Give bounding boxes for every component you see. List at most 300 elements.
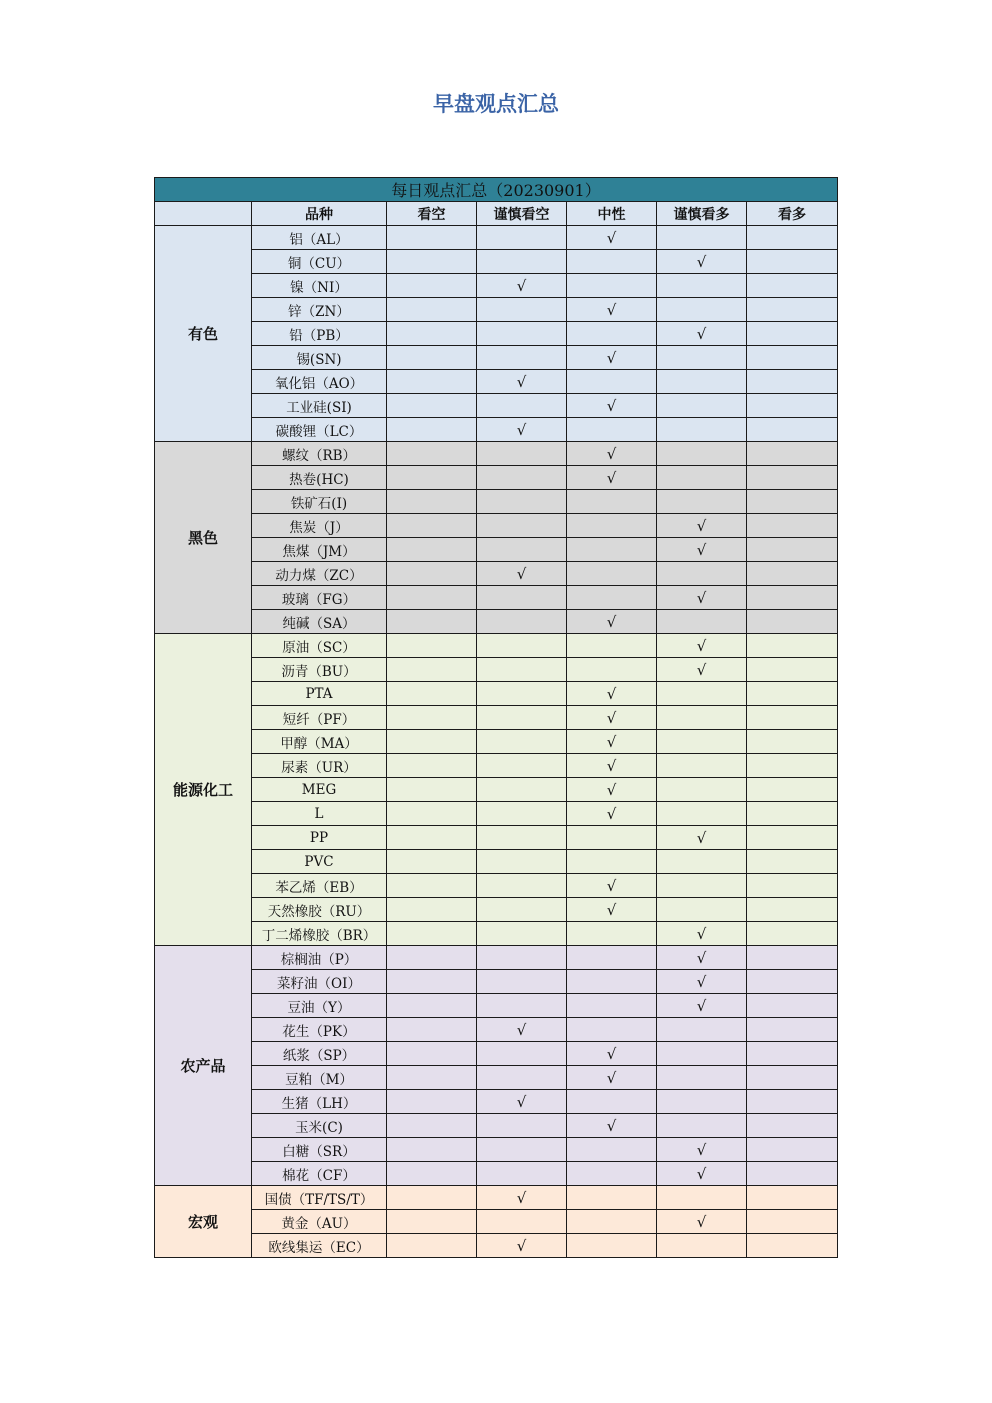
table-row xyxy=(155,922,838,946)
table-row xyxy=(155,1018,838,1042)
check-mark-icon: √ xyxy=(606,1116,617,1135)
check-mark-icon: √ xyxy=(696,660,707,679)
view-cell xyxy=(567,706,657,730)
view-cell xyxy=(387,490,477,514)
table-row xyxy=(155,298,838,322)
view-cell xyxy=(567,1090,657,1114)
view-cell xyxy=(567,682,657,706)
view-cell xyxy=(387,634,477,658)
view-cell xyxy=(477,850,567,874)
view-cell xyxy=(657,1090,747,1114)
view-cell xyxy=(387,274,477,298)
variety-name-cell: 甲醇（MA） xyxy=(252,730,387,754)
header-bullish: 看多 xyxy=(747,202,838,226)
table-row xyxy=(155,226,838,250)
view-cell xyxy=(477,610,567,634)
view-cell xyxy=(747,778,838,802)
view-cell xyxy=(477,370,567,394)
variety-name-cell: 原油（SC） xyxy=(252,634,387,658)
table-row xyxy=(155,1186,838,1210)
view-cell xyxy=(567,778,657,802)
view-cell xyxy=(567,418,657,442)
variety-name-cell: 焦煤（JM） xyxy=(252,538,387,562)
view-cell xyxy=(747,442,838,466)
view-cell xyxy=(747,1114,838,1138)
view-cell xyxy=(657,1234,747,1258)
check-mark-icon: √ xyxy=(696,1212,707,1231)
table-row xyxy=(155,466,838,490)
variety-name-cell: 玉米(C) xyxy=(252,1114,387,1138)
view-cell xyxy=(477,1114,567,1138)
check-mark-icon: √ xyxy=(696,1140,707,1159)
table-row xyxy=(155,682,838,706)
view-cell xyxy=(477,1066,567,1090)
view-cell xyxy=(657,370,747,394)
view-cell xyxy=(477,658,567,682)
check-mark-icon: √ xyxy=(606,1044,617,1063)
view-cell xyxy=(567,346,657,370)
view-cell xyxy=(567,490,657,514)
view-cell xyxy=(657,946,747,970)
view-cell xyxy=(387,298,477,322)
check-mark-icon: √ xyxy=(516,372,527,391)
view-cell xyxy=(657,274,747,298)
view-cell xyxy=(567,1234,657,1258)
view-cell xyxy=(387,754,477,778)
view-cell xyxy=(657,466,747,490)
view-cell xyxy=(477,970,567,994)
view-cell xyxy=(477,874,567,898)
view-cell xyxy=(747,1162,838,1186)
view-cell xyxy=(567,226,657,250)
view-cell xyxy=(387,610,477,634)
view-cell xyxy=(387,730,477,754)
variety-name-cell: 欧线集运（EC） xyxy=(252,1234,387,1258)
view-cell xyxy=(747,586,838,610)
view-cell xyxy=(567,610,657,634)
category-cell: 有色 xyxy=(155,226,252,442)
view-cell xyxy=(477,346,567,370)
table-row xyxy=(155,1066,838,1090)
view-cell xyxy=(567,442,657,466)
header-bearish: 看空 xyxy=(387,202,477,226)
view-cell xyxy=(477,634,567,658)
view-cell xyxy=(477,898,567,922)
check-mark-icon: √ xyxy=(606,396,617,415)
view-cell xyxy=(387,826,477,850)
view-cell xyxy=(477,490,567,514)
header-variety: 品种 xyxy=(252,202,387,226)
view-cell xyxy=(747,730,838,754)
view-cell xyxy=(747,946,838,970)
view-cell xyxy=(387,1114,477,1138)
view-cell xyxy=(477,994,567,1018)
table-row xyxy=(155,1210,838,1234)
table-row xyxy=(155,898,838,922)
variety-name-cell: 纯碱（SA） xyxy=(252,610,387,634)
view-cell xyxy=(657,346,747,370)
view-cell xyxy=(657,298,747,322)
check-mark-icon: √ xyxy=(606,348,617,367)
view-cell xyxy=(387,874,477,898)
variety-name-cell: 豆油（Y） xyxy=(252,994,387,1018)
view-cell xyxy=(477,586,567,610)
variety-name-cell: 工业硅(SI) xyxy=(252,394,387,418)
view-cell xyxy=(747,634,838,658)
view-cell xyxy=(477,1042,567,1066)
view-cell xyxy=(657,850,747,874)
header-cautious-bearish: 谨慎看空 xyxy=(477,202,567,226)
view-cell xyxy=(747,898,838,922)
view-cell xyxy=(747,418,838,442)
table-row xyxy=(155,274,838,298)
view-cell xyxy=(477,778,567,802)
view-cell xyxy=(747,706,838,730)
view-cell xyxy=(747,1090,838,1114)
view-cell xyxy=(567,730,657,754)
variety-name-cell: 焦炭（J） xyxy=(252,514,387,538)
view-cell xyxy=(387,418,477,442)
page-title: 早盘观点汇总 xyxy=(433,92,559,116)
table-row xyxy=(155,1114,838,1138)
view-cell xyxy=(477,514,567,538)
variety-name-cell: 玻璃（FG） xyxy=(252,586,387,610)
view-cell xyxy=(747,490,838,514)
check-mark-icon: √ xyxy=(606,444,617,463)
view-cell xyxy=(657,586,747,610)
view-cell xyxy=(477,226,567,250)
table-row xyxy=(155,490,838,514)
check-mark-icon: √ xyxy=(516,564,527,583)
view-cell xyxy=(567,394,657,418)
table-row xyxy=(155,850,838,874)
view-cell xyxy=(657,1042,747,1066)
view-cell xyxy=(657,1138,747,1162)
view-cell xyxy=(567,466,657,490)
view-cell xyxy=(657,754,747,778)
check-mark-icon: √ xyxy=(606,876,617,895)
view-cell xyxy=(747,226,838,250)
view-cell xyxy=(387,970,477,994)
variety-name-cell: 棉花（CF） xyxy=(252,1162,387,1186)
view-cell xyxy=(747,538,838,562)
table-row xyxy=(155,826,838,850)
table-row xyxy=(155,610,838,634)
view-cell xyxy=(657,1114,747,1138)
check-mark-icon: √ xyxy=(696,540,707,559)
check-mark-icon: √ xyxy=(606,228,617,247)
view-cell xyxy=(747,514,838,538)
table-row xyxy=(155,538,838,562)
view-cell xyxy=(387,682,477,706)
check-mark-icon: √ xyxy=(516,1020,527,1039)
view-cell xyxy=(747,994,838,1018)
view-cell xyxy=(477,802,567,826)
table-row xyxy=(155,514,838,538)
view-cell xyxy=(657,730,747,754)
view-cell xyxy=(567,802,657,826)
view-cell xyxy=(567,754,657,778)
view-cell xyxy=(477,1162,567,1186)
table-row xyxy=(155,874,838,898)
variety-name-cell: 天然橡胶（RU） xyxy=(252,898,387,922)
view-cell xyxy=(387,250,477,274)
variety-name-cell: 铝（AL） xyxy=(252,226,387,250)
view-cell xyxy=(747,1042,838,1066)
table-row xyxy=(155,1090,838,1114)
check-mark-icon: √ xyxy=(606,756,617,775)
view-cell xyxy=(747,874,838,898)
view-cell xyxy=(657,922,747,946)
view-cell xyxy=(387,346,477,370)
variety-name-cell: 沥青（BU） xyxy=(252,658,387,682)
check-mark-icon: √ xyxy=(696,924,707,943)
view-cell xyxy=(387,1186,477,1210)
view-cell xyxy=(657,1210,747,1234)
view-cell xyxy=(567,1162,657,1186)
variety-name-cell: 黄金（AU） xyxy=(252,1210,387,1234)
view-cell xyxy=(387,994,477,1018)
view-cell xyxy=(387,922,477,946)
view-cell xyxy=(657,778,747,802)
check-mark-icon: √ xyxy=(606,708,617,727)
variety-name-cell: 锌（ZN） xyxy=(252,298,387,322)
table-row xyxy=(155,394,838,418)
view-cell xyxy=(477,466,567,490)
view-cell xyxy=(477,442,567,466)
view-cell xyxy=(477,1186,567,1210)
variety-name-cell: 碳酸锂（LC） xyxy=(252,418,387,442)
view-cell xyxy=(387,658,477,682)
view-cell xyxy=(657,322,747,346)
view-cell xyxy=(387,562,477,586)
view-cell xyxy=(747,298,838,322)
table-title: 每日观点汇总（20230901） xyxy=(155,178,838,202)
variety-name-cell: 国债（TF/TS/T） xyxy=(252,1186,387,1210)
view-cell xyxy=(567,1210,657,1234)
view-cell xyxy=(387,442,477,466)
view-cell xyxy=(387,1210,477,1234)
view-cell xyxy=(747,850,838,874)
view-cell xyxy=(387,586,477,610)
check-mark-icon: √ xyxy=(516,1092,527,1111)
view-cell xyxy=(657,1018,747,1042)
view-cell xyxy=(747,922,838,946)
variety-name-cell: 棕榈油（P） xyxy=(252,946,387,970)
view-cell xyxy=(747,274,838,298)
table-row xyxy=(155,1234,838,1258)
view-cell xyxy=(747,322,838,346)
view-cell xyxy=(477,922,567,946)
table-body xyxy=(155,226,838,1258)
header-category-blank xyxy=(155,202,252,226)
table-row xyxy=(155,1042,838,1066)
view-cell xyxy=(567,1018,657,1042)
view-cell xyxy=(567,1138,657,1162)
view-cell xyxy=(477,1234,567,1258)
view-cell xyxy=(387,1042,477,1066)
variety-name-cell: 铁矿石(I) xyxy=(252,490,387,514)
view-cell xyxy=(657,418,747,442)
view-cell xyxy=(657,1066,747,1090)
view-cell xyxy=(747,1138,838,1162)
view-cell xyxy=(387,1090,477,1114)
table-row xyxy=(155,634,838,658)
variety-name-cell: 氧化铝（AO） xyxy=(252,370,387,394)
check-mark-icon: √ xyxy=(606,780,617,799)
check-mark-icon: √ xyxy=(696,828,707,847)
view-cell xyxy=(477,946,567,970)
view-cell xyxy=(657,610,747,634)
category-cell: 黑色 xyxy=(155,442,252,634)
view-cell xyxy=(657,514,747,538)
table-row xyxy=(155,658,838,682)
variety-name-cell: 纸浆（SP） xyxy=(252,1042,387,1066)
table-row xyxy=(155,250,838,274)
view-cell xyxy=(657,970,747,994)
view-cell xyxy=(387,1162,477,1186)
view-cell xyxy=(567,826,657,850)
view-cell xyxy=(747,370,838,394)
variety-name-cell: 花生（PK） xyxy=(252,1018,387,1042)
view-cell xyxy=(567,538,657,562)
view-cell xyxy=(657,250,747,274)
view-cell xyxy=(387,538,477,562)
check-mark-icon: √ xyxy=(516,1236,527,1255)
view-cell xyxy=(477,394,567,418)
view-cell xyxy=(387,226,477,250)
category-cell: 农产品 xyxy=(155,946,252,1186)
check-mark-icon: √ xyxy=(606,468,617,487)
variety-name-cell: 苯乙烯（EB） xyxy=(252,874,387,898)
check-mark-icon: √ xyxy=(516,276,527,295)
view-cell xyxy=(567,946,657,970)
table-row xyxy=(155,802,838,826)
variety-name-cell: 镍（NI） xyxy=(252,274,387,298)
view-cell xyxy=(747,970,838,994)
variety-name-cell: 白糖（SR） xyxy=(252,1138,387,1162)
view-cell xyxy=(387,466,477,490)
view-cell xyxy=(747,826,838,850)
check-mark-icon: √ xyxy=(696,1164,707,1183)
check-mark-icon: √ xyxy=(606,612,617,631)
view-cell xyxy=(477,538,567,562)
view-cell xyxy=(477,826,567,850)
variety-name-cell: PP xyxy=(252,826,387,850)
view-cell xyxy=(567,658,657,682)
variety-name-cell: 螺纹（RB） xyxy=(252,442,387,466)
view-cell xyxy=(477,418,567,442)
view-cell xyxy=(747,1066,838,1090)
table-row xyxy=(155,586,838,610)
view-cell xyxy=(567,994,657,1018)
view-cell xyxy=(657,994,747,1018)
view-cell xyxy=(567,562,657,586)
header-cautious-bullish: 谨慎看多 xyxy=(657,202,747,226)
table-row xyxy=(155,754,838,778)
view-cell xyxy=(567,1042,657,1066)
view-cell xyxy=(387,514,477,538)
view-cell xyxy=(477,1210,567,1234)
view-cell xyxy=(657,562,747,586)
variety-name-cell: MEG xyxy=(252,778,387,802)
check-mark-icon: √ xyxy=(606,900,617,919)
view-cell xyxy=(747,1018,838,1042)
view-cell xyxy=(657,226,747,250)
view-cell xyxy=(747,754,838,778)
check-mark-icon: √ xyxy=(696,948,707,967)
table-row xyxy=(155,442,838,466)
view-cell xyxy=(657,1186,747,1210)
check-mark-icon: √ xyxy=(516,420,527,439)
view-cell xyxy=(567,1066,657,1090)
table-row xyxy=(155,730,838,754)
table-row xyxy=(155,562,838,586)
view-cell xyxy=(477,274,567,298)
view-cell xyxy=(387,850,477,874)
variety-name-cell: 动力煤（ZC） xyxy=(252,562,387,586)
view-cell xyxy=(567,586,657,610)
view-cell xyxy=(477,250,567,274)
check-mark-icon: √ xyxy=(696,996,707,1015)
check-mark-icon: √ xyxy=(606,300,617,319)
variety-name-cell: 短纤（PF） xyxy=(252,706,387,730)
view-cell xyxy=(747,250,838,274)
table-row xyxy=(155,778,838,802)
table-row xyxy=(155,322,838,346)
check-mark-icon: √ xyxy=(696,252,707,271)
view-cell xyxy=(477,1018,567,1042)
view-cell xyxy=(387,322,477,346)
view-cell xyxy=(747,658,838,682)
category-cell: 能源化工 xyxy=(155,634,252,946)
view-cell xyxy=(387,370,477,394)
view-cell xyxy=(747,1234,838,1258)
view-cell xyxy=(477,754,567,778)
view-cell xyxy=(747,682,838,706)
view-cell xyxy=(657,1162,747,1186)
check-mark-icon: √ xyxy=(696,516,707,535)
table-row xyxy=(155,370,838,394)
view-cell xyxy=(657,682,747,706)
variety-name-cell: PTA xyxy=(252,682,387,706)
view-cell xyxy=(567,322,657,346)
variety-name-cell: 锡(SN) xyxy=(252,346,387,370)
table-row xyxy=(155,418,838,442)
view-cell xyxy=(657,394,747,418)
variety-name-cell: 热卷(HC) xyxy=(252,466,387,490)
view-cell xyxy=(477,682,567,706)
view-cell xyxy=(747,802,838,826)
view-cell xyxy=(657,898,747,922)
view-cell xyxy=(657,658,747,682)
view-cell xyxy=(747,394,838,418)
variety-name-cell: PVC xyxy=(252,850,387,874)
view-cell xyxy=(567,1114,657,1138)
category-cell: 宏观 xyxy=(155,1186,252,1258)
view-cell xyxy=(567,1186,657,1210)
check-mark-icon: √ xyxy=(606,684,617,703)
check-mark-icon: √ xyxy=(606,804,617,823)
view-cell xyxy=(477,1138,567,1162)
table-row xyxy=(155,346,838,370)
header-neutral: 中性 xyxy=(567,202,657,226)
view-cell xyxy=(387,394,477,418)
variety-name-cell: 菜籽油（OI） xyxy=(252,970,387,994)
variety-name-cell: 丁二烯橡胶（BR） xyxy=(252,922,387,946)
view-cell xyxy=(657,442,747,466)
view-cell xyxy=(657,706,747,730)
